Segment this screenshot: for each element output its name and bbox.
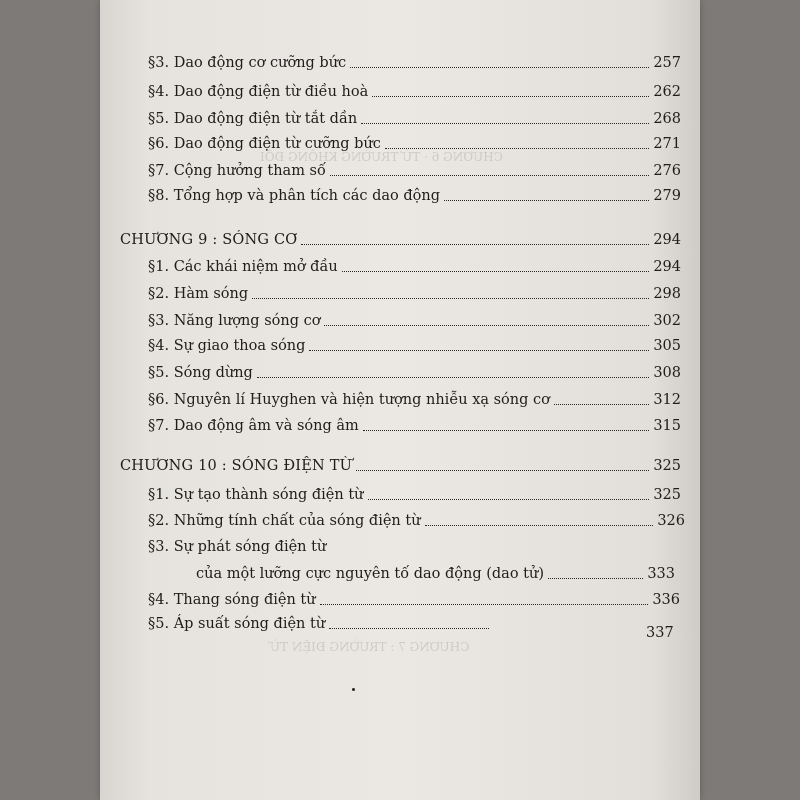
- toc-entry-title: §5. Dao động điện từ tắt dần: [148, 111, 358, 127]
- toc-entry-page: 315: [653, 418, 681, 434]
- toc-entry-page: 298: [653, 286, 681, 302]
- toc-entry-page: 276: [653, 163, 681, 179]
- toc-entry-page: 308: [653, 365, 681, 381]
- toc-entry-page: 262: [653, 84, 681, 100]
- toc-chapter-title: CHƯƠNG 10 : SÓNG ĐIỆN TỪ: [120, 458, 352, 474]
- dot-leader: [361, 123, 649, 124]
- dot-leader: [324, 325, 649, 326]
- toc-entry-title: §3. Dao động cơ cưỡng bức: [148, 55, 347, 71]
- toc-entry[interactable]: [148, 589, 680, 609]
- dot-leader: [309, 350, 649, 351]
- toc-entry[interactable]: [148, 256, 681, 276]
- toc-entry[interactable]: [148, 133, 681, 153]
- toc-entry-title: §8. Tổng hợp và phân tích các dao động: [148, 188, 441, 204]
- dot-leader: [252, 298, 649, 299]
- dot-leader: [444, 200, 649, 201]
- toc-entry-page: 312: [653, 392, 681, 408]
- toc-entry[interactable]: [148, 613, 678, 633]
- dot-leader: [548, 578, 643, 579]
- toc-entry[interactable]: [148, 283, 681, 303]
- print-speck: [352, 688, 355, 691]
- show-through-text: CHƯƠNG 7 : TRƯỜNG ĐIỆN TỪ: [270, 640, 470, 654]
- toc-entry[interactable]: [148, 81, 681, 101]
- dot-leader: [301, 244, 649, 245]
- show-through-text: CHƯƠNG 6 · TỪ TRƯỜNG KHÔNG ĐỔI: [260, 150, 503, 164]
- toc-entry-page: 294: [653, 259, 681, 275]
- toc-entry-page: 326: [657, 513, 685, 529]
- toc-entry[interactable]: [148, 510, 685, 530]
- toc-entry-title: §1. Các khái niệm mở đầu: [148, 259, 338, 275]
- dot-leader: [385, 148, 649, 149]
- toc-entry[interactable]: [148, 415, 681, 435]
- toc-entry[interactable]: [148, 160, 681, 180]
- dot-leader: [342, 271, 650, 272]
- toc-entry-page-row: [646, 622, 686, 642]
- toc-entry-page: 325: [653, 487, 681, 503]
- toc-entry-title: §2. Những tính chất của sóng điện từ: [148, 513, 421, 529]
- toc-entry-page: 271: [653, 136, 681, 152]
- toc-entry-page: 337: [646, 625, 674, 641]
- toc-entry-title: §4. Sự giao thoa sóng: [148, 338, 306, 354]
- toc-entry-title: §4. Thang sóng điện từ: [148, 592, 316, 608]
- dot-leader: [363, 430, 650, 431]
- toc-chapter[interactable]: [120, 455, 681, 475]
- toc-entry-title: §1. Sự tạo thành sóng điện từ: [148, 487, 364, 503]
- toc-entry[interactable]: [196, 563, 675, 583]
- toc-entry-title: §6. Dao động điện từ cưỡng bức: [148, 136, 381, 152]
- dot-leader: [329, 628, 489, 629]
- toc-chapter-title: CHƯƠNG 9 : SÓNG CƠ: [120, 232, 298, 248]
- toc-entry[interactable]: [148, 335, 681, 355]
- toc-entry[interactable]: [148, 185, 681, 205]
- toc-entry[interactable]: [148, 108, 681, 128]
- dot-leader: [350, 67, 649, 68]
- toc-entry-title: §4. Dao động điện từ điều hoà: [148, 84, 369, 100]
- toc-entry-page: 268: [653, 111, 681, 127]
- toc-chapter-page: 325: [653, 458, 681, 474]
- toc-entry-page: 336: [652, 592, 680, 608]
- toc-chapter[interactable]: [120, 229, 681, 249]
- toc-entry[interactable]: [148, 389, 681, 409]
- dot-leader: [320, 604, 649, 605]
- toc-entry-page: 302: [653, 313, 681, 329]
- toc-chapter-page: 294: [653, 232, 681, 248]
- dot-leader: [368, 499, 650, 500]
- dot-leader: [356, 470, 649, 471]
- toc-entry-page: 279: [653, 188, 681, 204]
- dot-leader: [372, 96, 649, 97]
- dot-leader: [257, 377, 649, 378]
- toc-entry-page: 305: [653, 338, 681, 354]
- toc-entry-title: §5. Sóng dừng: [148, 365, 253, 381]
- dot-leader: [554, 404, 649, 405]
- toc-entry-title: §7. Dao động âm và sóng âm: [148, 418, 359, 434]
- toc-entry-title: §2. Hàm sóng: [148, 286, 249, 302]
- dot-leader: [425, 525, 654, 526]
- toc-entry-page: 257: [653, 55, 681, 71]
- toc-entry-page: 333: [647, 566, 675, 582]
- toc-entry[interactable]: [148, 484, 681, 504]
- toc-entry-title: §7. Cộng hưởng tham số: [148, 163, 326, 179]
- toc-entry[interactable]: [148, 310, 681, 330]
- toc-entry-title: §3. Năng lượng sóng cơ: [148, 313, 321, 329]
- toc-entry-title: §5. Áp suất sóng điện từ: [148, 616, 326, 632]
- toc-entry[interactable]: [148, 52, 681, 72]
- toc-entry-title: §6. Nguyên lí Huyghen và hiện tượng nhiễu xạ sóng cơ: [148, 392, 550, 408]
- toc-entry-title[interactable]: §3. Sự phát sóng điện từ: [148, 539, 327, 555]
- toc-entry-title-continued: của một lưỡng cực nguyên tố dao động (dao tử): [196, 566, 544, 582]
- toc-entry[interactable]: [148, 362, 681, 382]
- dot-leader: [330, 175, 649, 176]
- book-page: [100, 0, 700, 800]
